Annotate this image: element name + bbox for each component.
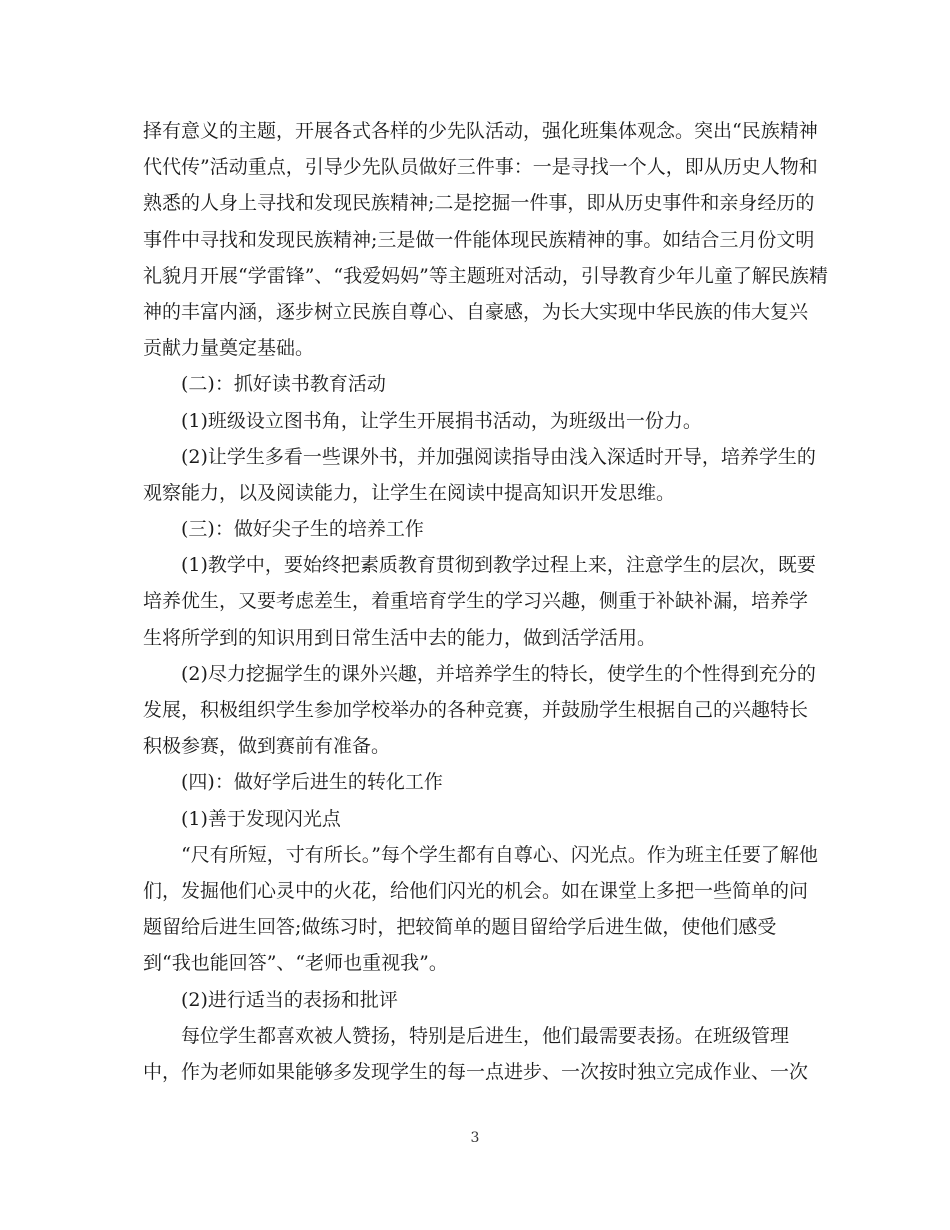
text-line: (2)进行适当的表扬和批评 (181, 988, 398, 1011)
text-line: 贡献力量奠定基础。 (143, 337, 315, 360)
text-line: 熟悉的人身上寻找和发现民族精神;二是挖掘一件事，即从历史事件和亲身经历的 (143, 192, 815, 215)
text-line: 观察能力，以及阅读能力，让学生在阅读中提高知识开发思维。 (143, 481, 676, 504)
text-line: (1)善于发现闪光点 (181, 807, 341, 830)
text-line: 题留给后进生回答;做练习时，把较简单的题目留给学后进生做，使他们感受 (143, 916, 777, 939)
page-number: 3 (470, 1130, 480, 1146)
text-line: 择有意义的主题，开展各式各样的少先队活动，强化班集体观念。突出“民族精神 (143, 120, 818, 142)
text-line: (2)让学生多看一些课外书，并加强阅读指导由浅入深适时开导，培养学生的 (181, 445, 816, 468)
text-line: 每位学生都喜欢被人赞扬，特别是后进生，他们最需要表扬。在班级管理 (181, 1024, 790, 1047)
document-body (143, 113, 828, 1090)
text-line: (2)尽力挖掘学生的课外兴趣，并培养学生的特长，使学生的个性得到充分的 (181, 662, 816, 685)
text-line: 中，作为老师如果能够多发现学生的每一点进步、一次按时独立完成作业、一次 (143, 1060, 809, 1083)
text-line: (1)教学中，要始终把素质教育贯彻到教学过程上来，注意学生的层次，既要 (181, 554, 816, 577)
text-line: 积极参赛，做到赛前有准备。 (143, 735, 391, 758)
text-line: 到“我也能回答”、“老师也重视我”。 (143, 952, 448, 975)
text-line: 礼貌月开展“学雷锋”、“我爱妈妈”等主题班对活动，引导教育少年儿童了解民族精 (143, 264, 828, 287)
text-line: 们，发掘他们心灵中的火花，给他们闪光的机会。如在课堂上多把一些简单的问 (143, 879, 809, 902)
text-line: 发展，积极组织学生参加学校举办的各种竞赛，并鼓励学生根据自己的兴趣特长 (143, 699, 809, 721)
text-line: (二)：抓好读书教育活动 (181, 373, 386, 396)
text-line: (四)：做好学后进生的转化工作 (181, 771, 443, 794)
text-line: 事件中寻找和发现民族精神;三是做一件能体现民族精神的事。如结合三月份文明 (143, 228, 815, 251)
text-line: 生将所学到的知识用到日常生活中去的能力，做到活学活用。 (143, 626, 657, 649)
text-line: 神的丰富内涵，逐步树立民族自尊心、自豪感，为长大实现中华民族的伟大复兴 (143, 300, 809, 323)
text-line: (1)班级设立图书角，让学生开展捐书活动，为班级出一份力。 (181, 409, 702, 432)
text-line: “尺有所短，寸有所长。”每个学生都有自尊心、闪光点。作为班主任要了解他 (181, 843, 818, 866)
text-line: 培养优生，又要考虑差生，着重培育学生的学习兴趣，侧重于补缺补漏，培养学 (143, 590, 809, 613)
text-line: (三)：做好尖子生的培养工作 (181, 518, 424, 541)
text-line: 代代传”活动重点，引导少先队员做好三件事：一是寻找一个人，即从历史人物和 (143, 156, 818, 179)
